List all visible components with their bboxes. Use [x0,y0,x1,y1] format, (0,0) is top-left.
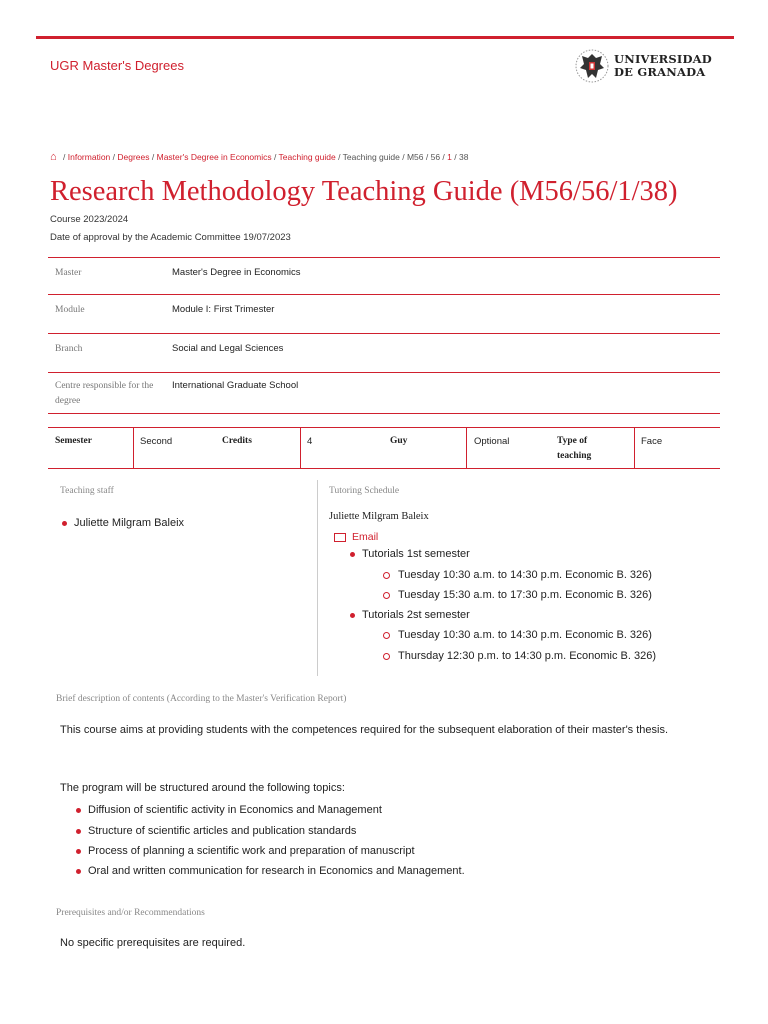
breadcrumb-teaching-guide-link[interactable]: Teaching guide [278,152,336,162]
column-divider [317,480,318,676]
info-key: Branch [55,344,83,354]
breadcrumb-master-economics[interactable]: Master's Degree in Economics [156,152,272,162]
bullet-icon [350,552,355,557]
prerequisites-label: Prerequisites and/or Recommendations [56,908,205,918]
semester-value: Second [140,436,173,447]
bullet-icon [350,613,355,618]
info-row-branch [48,333,720,372]
circle-bullet-icon [383,653,390,660]
topic-text: Diffusion of scientific activity in Economics and Management [88,804,382,816]
tutorial-slot-text: Tuesday 10:30 a.m. to 14:30 p.m. Economic B. 326) [398,569,652,581]
site-brand-link[interactable]: UGR Master's Degrees [50,58,184,73]
topic-text: Oral and written communication for research in Economics and Management. [88,865,465,877]
info-table [48,257,720,414]
info-value: Social and Legal Sciences [172,343,284,354]
teaching-staff-label: Teaching staff [60,486,114,496]
envelope-icon [334,533,346,542]
topic-text: Process of planning a scientific work and preparation of manuscript [88,845,415,857]
info-value: Master's Degree in Economics [172,267,301,278]
credits-label: Credits [222,436,252,446]
logo-line-2: DE GRANADA [614,65,706,79]
tutoring-label: Tutoring Schedule [329,486,400,496]
description-intro: This course aims at providing students with the competences required for the subsequent elaboration of their master's thesis. [60,724,669,736]
info-value: Module I: First Trimester [172,304,275,315]
info-value: International Graduate School [172,380,299,391]
info-key: Centre responsible for the degree [55,381,154,406]
circle-bullet-icon [383,572,390,579]
info-row-master [48,257,720,294]
bullet-icon [76,869,81,874]
topic-text: Structure of scientific articles and publication standards [88,825,357,837]
email-link[interactable] [334,531,378,543]
breadcrumb-information[interactable]: Information [67,152,111,162]
guy-value: Optional [474,436,510,447]
breadcrumb: ⌂ / Information / Degrees / Master's Degree in Economics / Teaching guide / Teaching guide / M56 / 56 / 1 / 38 [50,151,469,163]
type-label: Type of teaching [557,436,592,461]
topic-item [76,845,415,857]
tutorials-sem2 [350,609,470,621]
tutoring-section [329,486,399,496]
info-row-centre [48,372,720,414]
topic-item [76,825,356,837]
bullet-icon [76,829,81,834]
university-seal-icon [574,46,610,86]
info-row-module [48,294,720,333]
description-label: Brief description of contents (According to the Master's Verification Report) [56,694,347,704]
breadcrumb-1[interactable]: 1 [447,152,452,162]
course-year: Course 2023/2024 [50,214,129,225]
logo-line-1: UNIVERSIDAD [614,52,712,66]
tutorial-slot [383,650,656,662]
tutorials-sem1-label: Tutorials 1st semester [362,548,470,560]
email-label: Email [352,531,379,543]
bullet-icon [62,521,67,526]
tutorials-sem1 [350,548,470,560]
top-accent-bar [36,36,734,39]
staff-member-name: Juliette Milgram Baleix [74,517,185,529]
info-key: Master [55,268,82,278]
university-logo[interactable] [574,44,744,88]
tutorial-slot [383,589,652,601]
divider [133,428,134,468]
staff-member [62,517,184,529]
approval-date: Date of approval by the Academic Committee 19/07/2023 [50,232,291,243]
breadcrumb-degrees[interactable]: Degrees [117,152,150,162]
breadcrumb-56: 56 [430,152,441,162]
university-name [614,53,712,79]
tutorial-slot [383,629,652,641]
bullet-icon [76,808,81,813]
tutorial-slot-text: Tuesday 15:30 a.m. to 17:30 p.m. Economic B. 326) [398,589,652,601]
semester-row [48,427,720,469]
topic-item [76,804,382,816]
prerequisites-text: No specific prerequisites are required. [60,937,246,949]
bullet-icon [76,849,81,854]
divider [300,428,301,468]
circle-bullet-icon [383,592,390,599]
guy-label: Guy [390,436,408,446]
type-value: Face [641,436,663,447]
tutorial-slot [383,569,652,581]
tutorials-sem2-label: Tutorials 2st semester [362,609,470,621]
tutor-name: Juliette Milgram Baleix [329,511,429,522]
credits-value: 4 [307,436,313,447]
tutorial-slot-text: Thursday 12:30 p.m. to 14:30 p.m. Economic B. 326) [398,650,657,662]
breadcrumb-38: 38 [458,152,469,162]
divider [466,428,467,468]
info-key: Module [55,305,85,315]
home-icon[interactable]: ⌂ [50,151,57,163]
divider [634,428,635,468]
breadcrumb-m56: M56 [406,152,424,162]
page-title: Research Methodology Teaching Guide (M56/56/1/38) [50,176,678,207]
semester-label: Semester [55,436,92,446]
circle-bullet-icon [383,632,390,639]
teaching-staff-section [60,486,185,529]
breadcrumb-teaching-guide: Teaching guide [342,152,400,162]
description-structure: The program will be structured around the following topics: [60,782,345,794]
topic-item [76,865,465,877]
tutorial-slot-text: Tuesday 10:30 a.m. to 14:30 p.m. Economic B. 326) [398,629,652,641]
